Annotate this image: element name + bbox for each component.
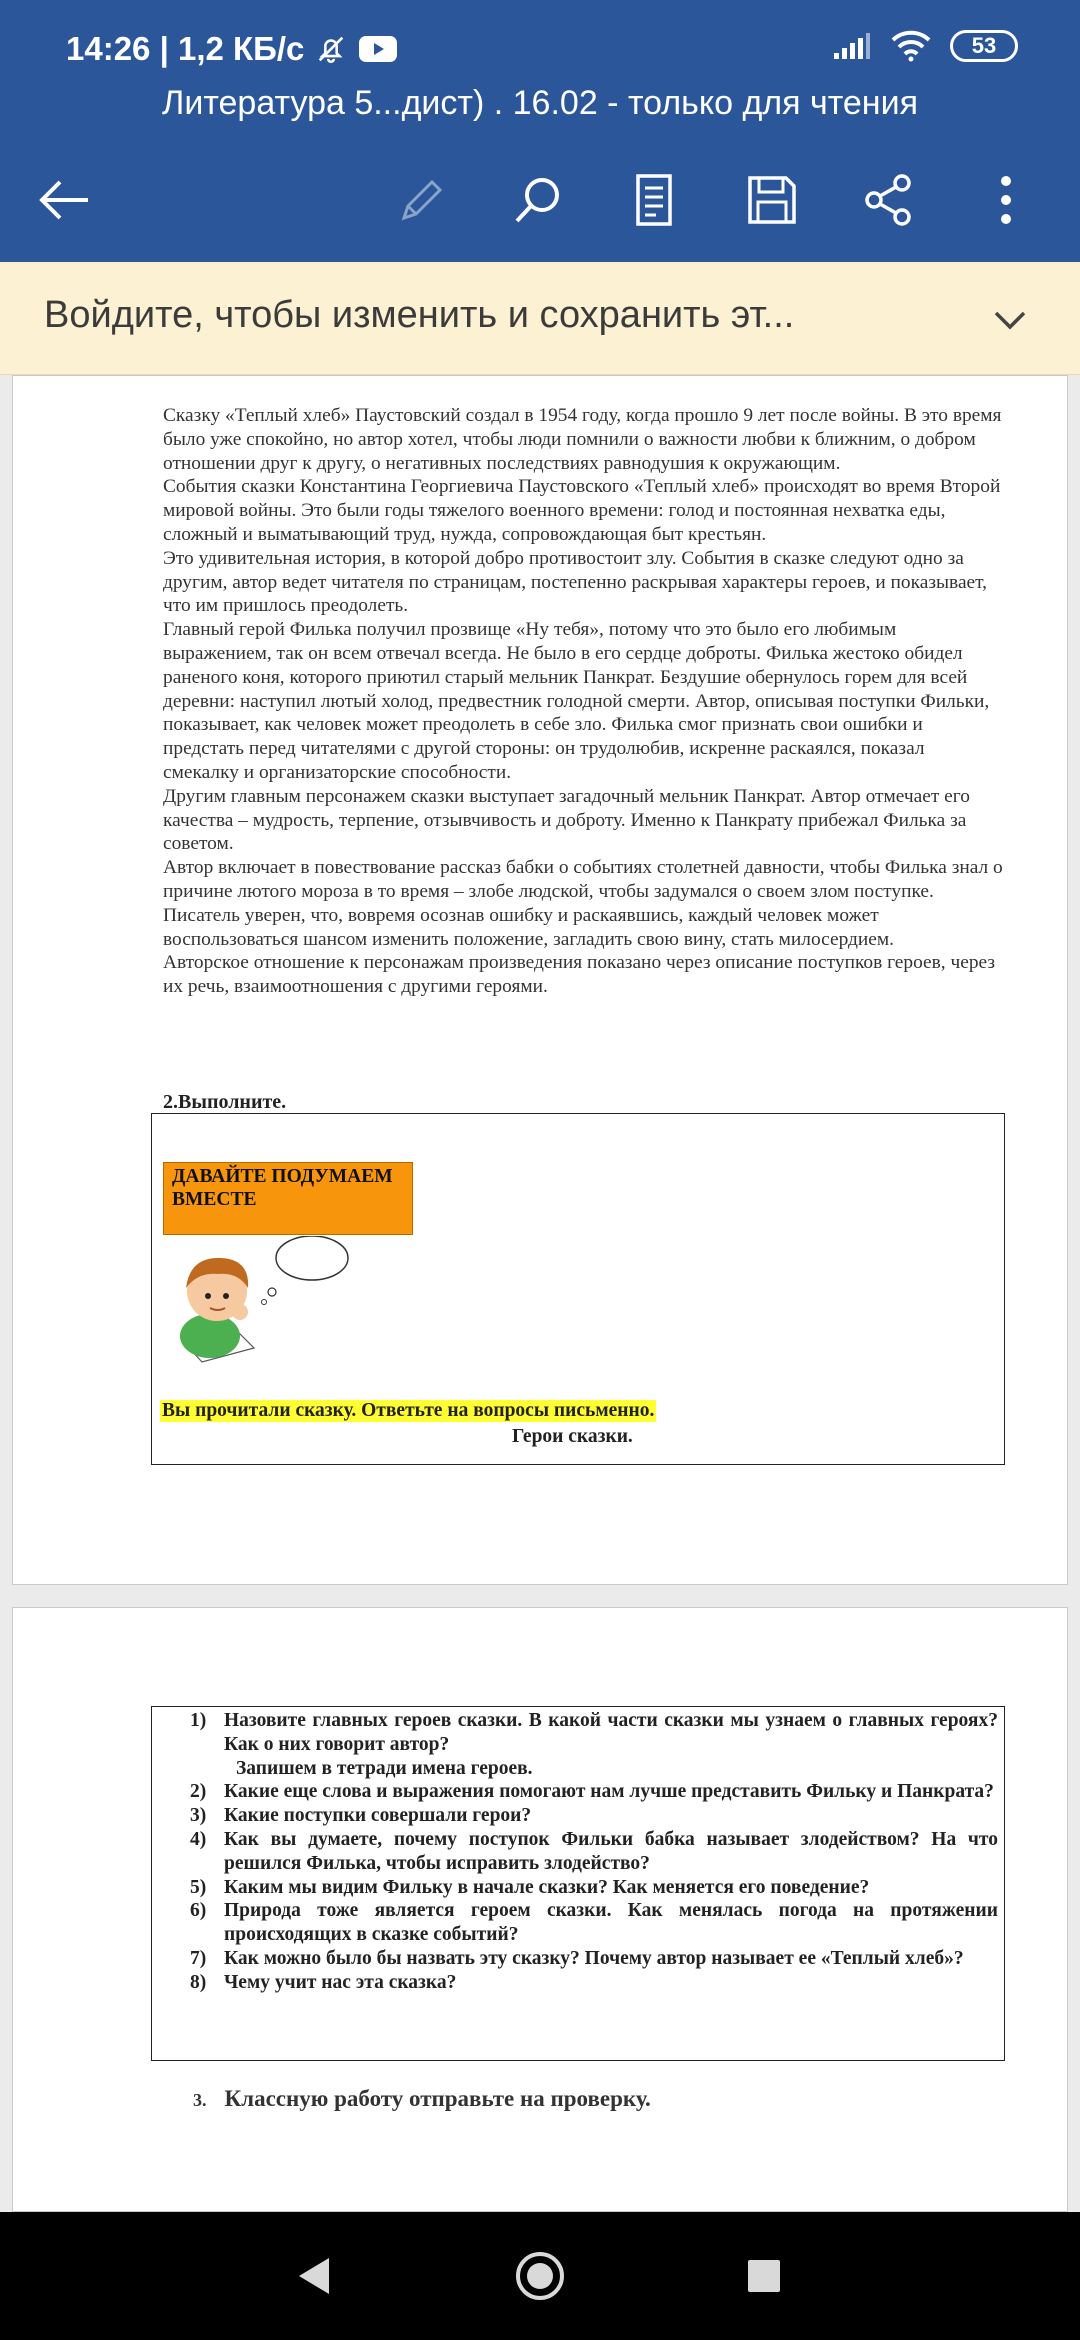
youtube-icon [358, 34, 398, 64]
status-time-speed: 14:26 | 1,2 КБ/с [66, 30, 305, 67]
question-item [190, 1709, 998, 1757]
article-text [163, 404, 1003, 999]
question-item [190, 1757, 998, 1781]
status-left [66, 30, 398, 68]
paragraph: Сказку «Теплый хлеб» Паустовский создал в 1954 году, когда прошло 9 лет после войны. В это время было уже спокойно, но автор хотел, чтобы люди помнили о важности любви к ближним, о добром отношении друг к другу, о негативных последствиях равнодушия к окружающим. [163, 405, 1002, 474]
reading-view-icon[interactable] [614, 160, 694, 240]
wifi-icon [890, 30, 932, 62]
question-text: Какие еще слова и выражения помогают нам лучше представить Фильку и Панкрата? [224, 1781, 994, 1803]
thinking-child-illustration [162, 1236, 352, 1366]
question-number: 5) [190, 1876, 207, 1898]
question-number: 1) [190, 1710, 207, 1731]
save-icon[interactable] [732, 160, 812, 240]
question-number: 6) [190, 1900, 207, 1922]
toolbar [0, 160, 1080, 240]
question-text: Как вы думаете, почему поступок Фильки бабка называет злодейством? На что решился Филька, чтобы исправить злодейство? [224, 1828, 998, 1874]
signal-icon [832, 31, 872, 61]
question-number: 3) [190, 1805, 207, 1827]
alarm-off-icon [314, 32, 348, 66]
think-together-label: ДАВАЙТЕ ПОДУМАЕМ ВМЕСТЕ [163, 1162, 413, 1235]
back-icon[interactable] [24, 160, 104, 240]
questions-list [190, 1709, 998, 1995]
paragraph: Автор включает в повествование рассказ бабки о событиях столетней давности, чтобы Филька знал о причине лютого мороза в то время – злобе людской, чтобы задумался о своем злом поступке. Писатель уверен, что, вовремя осознав ошибку и раскаявшись, каждый человек может воспользоваться шансом изменить положение, загладить свою вину, стать милосердием. [163, 857, 1003, 950]
question-number: 2) [190, 1781, 207, 1803]
document-page-1 [12, 375, 1068, 1585]
question-text: Как можно было бы назвать эту сказку? Почему автор называет ее «Теплый хлеб»? [224, 1947, 964, 1969]
paragraph: Главный герой Филька получил прозвище «Ну тебя», потому что это было его любимым выражением, так он всем отвечал всегда. Не было в его сердце доброты. Филька жестоко обидел раненого коня, которого приютил старый мельник Панкрат. Бездушие обернулось горем для всей деревни: наступил лютый холод, предвестник голодной смерти. Автор, описывая поступки Фильки, показывает, как человек может преодолеть в себе зло. Филька смог признать свои ошибки и предстать перед читателями с другой стороны: он трудолюбив, искренне раскаялся, показал смекалку и организаторские способности. [163, 619, 990, 783]
share-icon[interactable] [848, 160, 928, 240]
banner-text: Войдите, чтобы изменить и сохранить эт... [44, 294, 795, 336]
document-page-2 [12, 1607, 1068, 2212]
heroes-heading: Герои сказки. [512, 1426, 633, 1447]
instruction-highlight: Вы прочитали сказку. Ответьте на вопросы письменно. [162, 1400, 655, 1421]
status-right [832, 30, 1018, 62]
question-item [190, 1971, 998, 1995]
system-nav-bar [0, 2212, 1080, 2340]
paragraph: Другим главным персонажем сказки выступает загадочный мельник Панкрат. Автор отмечает его качества – мудрость, терпение, отзывчивость и доброту. Именно к Панкрату прибежал Филька за советом. [163, 785, 970, 855]
question-item [190, 1804, 998, 1828]
battery-level: 53 [971, 33, 997, 58]
task3-number: 3. [193, 2090, 207, 2110]
document-title: Литература 5...дист) . 16.02 - только для чтения [162, 84, 918, 122]
question-text: Природа тоже является героем сказки. Как менялась погода на протяжении происходящих в сказке событий? [224, 1900, 998, 1946]
question-text: Запишем в тетради имена героев. [236, 1757, 533, 1779]
question-item [190, 1947, 998, 1971]
home-circle-icon[interactable] [508, 2244, 572, 2308]
app-bar [0, 0, 1080, 262]
question-number: 4) [190, 1828, 207, 1850]
sign-in-banner[interactable] [0, 262, 1080, 375]
more-icon[interactable] [966, 160, 1046, 240]
question-item [190, 1780, 998, 1804]
paragraph: События сказки Константина Георгиевича Паустовского «Теплый хлеб» происходят во время Второй мировой войны. Это были годы тяжелого военного времени: голод и постоянная нехватка еды, сложный и выматывающий труд, нужда, сопровождающая быт крестьян. [163, 476, 1001, 545]
paragraph: Это удивительная история, в которой добро противостоит злу. События в сказке следуют одно за другим, автор ведет читателя по страницам, постепенно раскрывая характеры героев, и показывает, что им пришлось преодолеть. [163, 547, 988, 617]
task3-text: Классную работу отправьте на проверку. [224, 2086, 651, 2111]
edit-icon[interactable] [382, 160, 462, 240]
question-number: 8) [190, 1971, 207, 1993]
task-box [151, 1113, 1005, 1465]
chevron-down-icon[interactable] [980, 290, 1040, 350]
task3-line [193, 2086, 651, 2112]
task2-heading: 2.Выполните. [163, 1091, 287, 1113]
question-text: Назовите главных героев сказки. В какой части сказки мы узнаем о главных героях? Как о них говорит автор? [224, 1710, 998, 1755]
question-item [190, 1828, 998, 1876]
question-number: 7) [190, 1947, 207, 1969]
search-icon[interactable] [498, 160, 578, 240]
question-item [190, 1899, 998, 1947]
question-text: Каким мы видим Фильку в начале сказки? Как меняется его поведение? [224, 1876, 870, 1898]
question-item [190, 1876, 998, 1900]
battery-icon [950, 30, 1018, 62]
back-triangle-icon[interactable] [282, 2244, 346, 2308]
paragraph: Авторское отношение к персонажам произведения показано через описание поступков героев, через их речь, взаимоотношения с другими героями. [163, 952, 996, 998]
question-text: Чему учит нас эта сказка? [224, 1971, 457, 1993]
recents-square-icon[interactable] [732, 2244, 796, 2308]
questions-box [151, 1706, 1005, 2061]
question-text: Какие поступки совершали герои? [224, 1805, 532, 1827]
